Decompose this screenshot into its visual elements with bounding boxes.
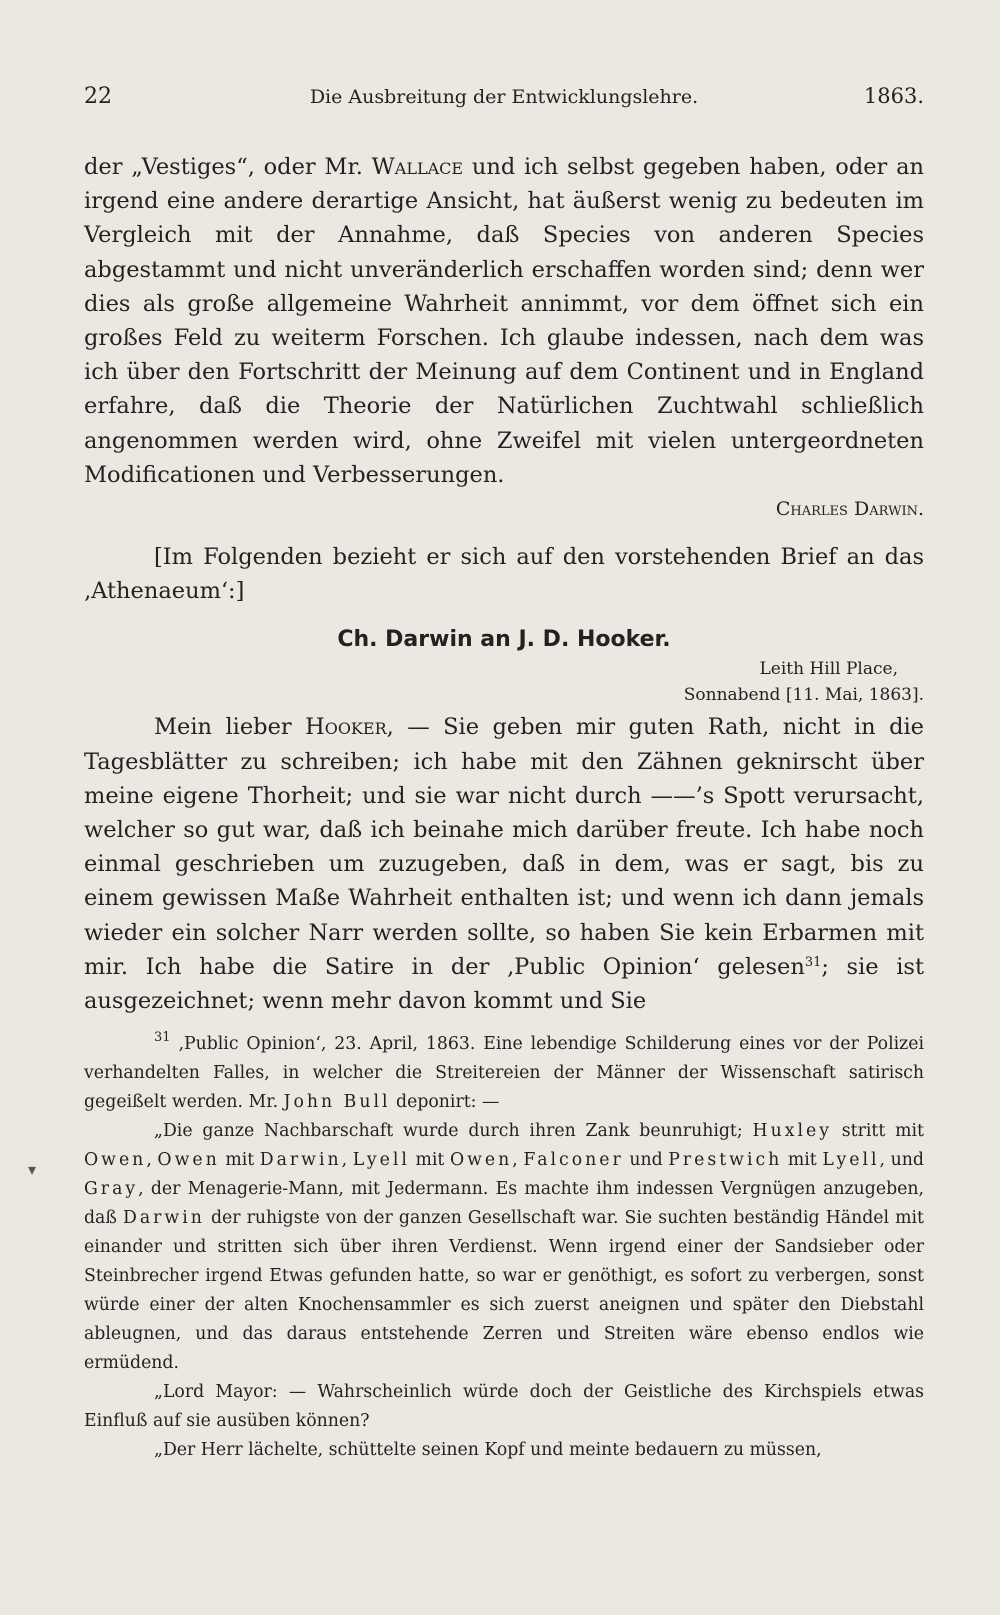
paragraph-letter-end	[84, 150, 924, 492]
page-body	[84, 150, 924, 1465]
signature: Charles Darwin.	[775, 498, 924, 521]
name-hooker: Hooker	[305, 714, 387, 741]
margin-mark: ▾	[28, 1160, 37, 1179]
page-header	[84, 84, 924, 116]
footnote-intro: $^{31}$ ‚Public Opinion‘, 23. April, 1863. Eine lebendige Schilderung eines vor der Polizei verhandelten Falles, in welcher die Streitereien der Männer der Wissenschaft satirisch gegeißelt werden. Mr. John Bull deponirt: —	[84, 1030, 924, 1113]
footnote-number: 31	[154, 1030, 171, 1046]
text-run: und ich selbst gegeben haben, oder an irgend eine andere derartige Ansicht, hat äußerst wenig zu bedeuten im Vergleich mit der Annahme, daß Species von anderen Species abgestammt und nicht unveränderlich erschaffen worden sind; denn wer dies als große allgemeine Wahrheit annimmt, vor dem öffnet sich ein großes Feld zu weiterm Forschen. Ich glaube indessen, nach dem was ich über den Fortschritt der Meinung auf dem Continent und in England erfahre, daß die Theorie der Natürlichen Zuchtwahl schließlich angenommen werden wird, ohne Zweifel mit vielen untergeordneten Modificationen und Verbesserungen.	[84, 154, 924, 488]
page-number: 22	[84, 84, 112, 109]
footnote-quote-1: „Die ganze Nachbarschaft wurde durch ihren Zank beunruhigt; Huxley stritt mit Owen, Owen mit Darwin, Lyell mit Owen, Falconer und Prestwich mit Lyell, und Gray, der Menagerie-Mann, mit Jedermann. Es machte ihm indessen Vergnügen anzugeben, daß Darwin der ruhigste von der ganzen Gesellschaft war. Sie suchten beständig Händel mit einander und stritten sich über ihren Verdienst. Wenn irgend einer der Sandsieber oder Steinbrecher irgend Etwas gefunden hatte, so war er genöthigt, es sofort zu verbergen, sonst würde einer der alten Knochensammler es sich zuerst aneignen und später den Diebstahl ableugnen, und das daraus entstehende Zerren und Streiten wäre ebenso endlos wie ermüdend.	[84, 1121, 924, 1374]
editorial-note: [Im Folgenden bezieht er sich auf den vorstehenden Brief an das ‚Athenaeum‘:]	[84, 544, 924, 605]
letter-title: Ch. Darwin an J. D. Hooker.	[337, 627, 671, 653]
running-title: Die Ausbreitung der Entwicklungslehre.	[309, 86, 699, 108]
footnote-quote-2: „Lord Mayor: — Wahrscheinlich würde doch der Geistliche des Kirchspiels etwas Einfluß auf sie ausüben können?	[84, 1382, 924, 1432]
footnote-ref: 31	[804, 954, 822, 970]
text-run: der „Vestiges“, oder Mr.	[84, 154, 372, 180]
letter-place: Leith Hill Place,	[759, 659, 898, 680]
letter-date: Sonnabend [11. Mai, 1863].	[683, 685, 924, 706]
footnote	[84, 1030, 924, 1465]
paragraph-letter-body: Mein lieber Hooker, — Sie geben mir guten Rath, nicht in die Tagesblätter zu schreiben; ich habe mit den Zähnen geknirscht über meine eigene Thorheit; und sie war nicht durch ——’s Spott verursacht, welcher so gut war, daß ich beinahe mich darüber freute. Ich habe noch einmal geschrieben um zuzugeben, daß in dem, was er sagt, bis zu einem gewissen Maße Wahrheit enthalten ist; und wenn ich dann jemals wieder ein solcher Narr werden sollte, so haben Sie kein Erbarmen mit mir. Ich habe die Satire in der ‚Public Opinion‘ gelesen$^{31}$; sie ist ausgezeichnet; wenn mehr davon kommt und Sie	[84, 714, 924, 1015]
header-year: 1863.	[863, 84, 924, 108]
name-wallace: Wallace	[371, 154, 464, 180]
footnote-quote-3: „Der Herr lächelte, schüttelte seinen Kopf und meinte bedauern zu müssen,	[154, 1440, 822, 1461]
